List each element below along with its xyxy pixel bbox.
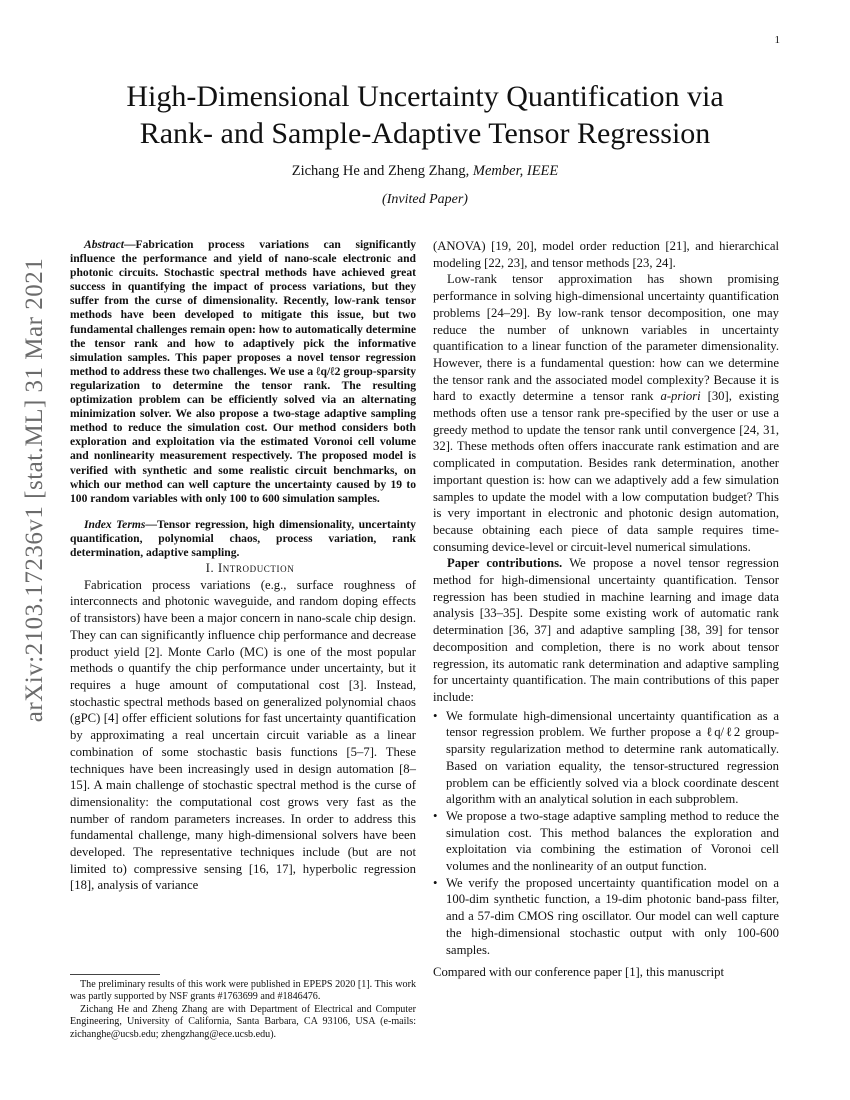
closing-paragraph: Compared with our conference paper [1], this manuscript [433,965,725,980]
section-heading-introduction [70,560,416,577]
footnote-affiliation: Zichang He and Zheng Zhang are with Department of Electrical and Computer Engineering, University of California, Santa Barbara, CA 93106, USA (e-mails: zichanghe@ucsb.edu; zhengzhang@ece.ucsb.edu). [70,1003,416,1040]
author-membership: Member, IEEE [472,163,559,179]
index-terms-text: —Tensor regression, high dimensionality, uncertainty quantification, polynomial chaos, process variation, rank determination, adaptive sampling. [70,517,416,559]
intro-p2-part-b: [30], existing methods often use a tensor rank pre-specified by the user or use a greedy method to update the tensor rank until convergence [24, 31, 32]. These methods often offers inaccurate rank estimation and are complicated in computation. Besides rank determination, another important question is: how can we adaptively add a few simulation samples to update the model with a low computation budget? This is very important in electronic and photonic design automation, because obtaining each piece of data sample requires time-consuming device-level or circuit-level numerical simulations. [433,389,780,554]
intro-paragraph-1: Fabrication process variations (e.g., surface roughness of interconnects and photonic waveguide, and random doping effects of transistors) have been a major concern in nano-scale chip design. They can can significantly influence chip performance and decrease product yield [2]. Monte Carlo (MC) is one of the most popular methods o quantify the chip performance under uncertainty, but it requires a huge amount of computational cost [3]. Instead, stochastic spectral methods based on generalized polynomial chaos (gPC) [4] offer efficient solutions for fast uncertainty quantification by approximating a real uncertain circuit variable as a linear combination of some stochastic basis functions [5–7]. These techniques have been increasingly used in design automation [8–15]. A main challenge of stochastic spectral method is the curse of dimensionality: the computational cost grows very fast as the number of random parameters increases. In order to address this fundamental challenge, many high-dimensional solvers have been developed. The representative techniques include (but are not limited to) compressive sensing [16, 17], hyperbolic regression [18], analysis of variance [70,577,416,893]
bullet-icon: • [433,708,438,723]
bullet-icon: • [433,875,438,890]
author-line [0,163,850,180]
contributions-text: We propose a novel tensor regression method for high-dimensional uncertainty quantification. Tensor regression has been studied in machine learning and image data analysis [33–35]. Despite some existing work of automatic rank determination [36, 37] and adaptive sampling [38, 39] for tensor decomposition and completion, there is no work about tensor regression, its automatic rank determination and adaptive sampling for uncertainty quantification. The main contributions of this paper include: [433,556,779,704]
footnote-funding: The preliminary results of this work were published in EPEPS 2020 [1]. This work was partly supported by NSF grants #1763699 and #1846476. [70,979,416,1003]
index-terms-lead: Index Terms [84,517,146,531]
abstract-text: —Fabrication process variations can significantly influence the performance and yield of nano-scale electronic and photonic circuits. Stochastic spectral methods have achieved great success in quantifying the impact of process variations, but they suffer from the curse of dimensionality. Recently, low-rank tensor methods have been developed to mitigate this issue, but two fundamental challenges remain open: how to automatically determine the tensor rank and how to adaptively pick the informative simulation samples. This paper proposes a novel tensor regression method to address these two challenges. We use a ℓq/ℓ2 group-sparsity regularization to determine the tensor rank. The resulting optimization problem can be efficiently solved via an alternating minimization solver. We also propose a two-stage adaptive sampling method to reduce the simulation cost. Our method considers both exploration and exploitation via the estimated Voronoi cell volume and nonlinearity measurement respectively. The proposed model is verified with synthetic and some realistic circuit benchmarks, on which our method can well capture the uncertainty caused by 19 to 100 random variables with only 100 to 600 simulation samples. [70,238,416,505]
section-numeral: I. [205,561,215,576]
page-number: 1 [774,34,780,46]
title-line-1: High-Dimensional Uncertainty Quantification via [126,80,724,113]
list-item [433,808,779,875]
contributions-paragraph [433,555,779,705]
contribution-text: We formulate high-dimensional uncertainty quantification as a tensor regression problem. We further propose a ℓq/ℓ2 group-sparsity regularization method to determine rank automatically. Based on variation equality, the tensor-structured regression problem can be efficiently solved via a block coordinate descent algorithm with an analytical solution in each subproblem. [446,708,779,807]
right-column [433,238,779,981]
contributions-list [433,708,779,959]
intro-p2-italic: a-priori [660,389,701,404]
list-item [433,875,779,959]
footnote [70,974,416,1041]
bullet-icon: • [433,808,438,823]
left-column [70,238,416,894]
footnote-rule [70,974,160,975]
contribution-text: We verify the proposed uncertainty quantification model on a 100-dim synthetic function, a 19-dim photonic band-pass filter, and a 57-dim CMOS ring oscillator. Our model can well capture the high-dimensional stochastic output with only 100-600 samples. [446,875,779,957]
intro-paragraph-2 [433,271,779,555]
contributions-lead: Paper contributions. [447,556,563,571]
contribution-text: We propose a two-stage adaptive sampling method to reduce the simulation cost. This method balances the exploration and exploitation via combining the estimation of Voronoi cell volumes and the nonlinearity of an output function. [446,808,779,874]
list-item [433,708,779,808]
paper-title [0,78,850,152]
abstract [70,238,416,506]
invited-paper-label: (Invited Paper) [382,192,468,207]
intro-paragraph-1-continued: (ANOVA) [19, 20], model order reduction [21], and hierarchical modeling [22, 23], and tensor methods [23, 24]. [433,239,779,270]
author-names: Zichang He and Zheng Zhang, [291,163,470,179]
intro-p2-part-a: Low-rank tensor approximation has shown promising performance in solving high-dimensional uncertainty quantification problems [24–29]. By low-rank tensor decomposition, one may reduce the number of unknown variables in uncertainty quantification to a linear function of the parameter dimensionality. However, there is a fundamental question: how can we determine the tensor rank and the associated model complexity? Because it is hard to exactly determine a tensor rank [433,272,779,404]
title-line-2: Rank- and Sample-Adaptive Tensor Regression [139,117,711,150]
arxiv-id-text: arXiv:2103.17236v1 [stat.ML] 31 Mar 2021 [21,257,49,723]
section-title-text: Introduction [217,561,295,576]
index-terms [70,518,416,560]
arxiv-identifier [14,257,56,723]
abstract-lead: Abstract [84,238,124,251]
